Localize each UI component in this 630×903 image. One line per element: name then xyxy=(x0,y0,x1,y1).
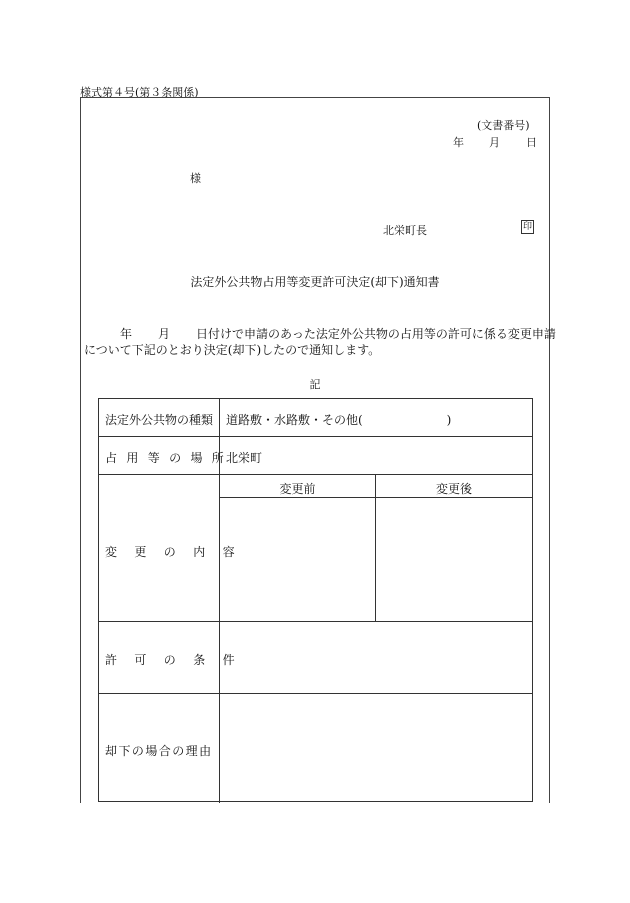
date-month: 月 xyxy=(489,136,500,149)
location-label: 占用等の場所 xyxy=(105,451,234,465)
mayor-title: 北栄町長 xyxy=(383,224,427,237)
body-text: 日付けで申請のあった法定外公共物の占用等の許可に係る変更申請 xyxy=(196,327,556,341)
condition-label: 許可の条件 xyxy=(105,653,253,667)
document-number: (文書番号) xyxy=(477,119,530,132)
body-line-2: について下記のとおり決定(却下)したので通知します。 xyxy=(84,343,381,357)
date-day: 日 xyxy=(526,136,537,149)
addressee-suffix: 様 xyxy=(190,172,201,185)
table-row-divider xyxy=(99,436,532,437)
body-year: 年 xyxy=(120,327,133,341)
table-row-divider xyxy=(99,693,532,694)
table-bottom-border xyxy=(99,801,532,802)
body-month: 月 xyxy=(158,327,171,341)
document-title: 法定外公共物占用等変更許可決定(却下)通知書 xyxy=(190,275,440,289)
change-before-header: 変更前 xyxy=(279,482,316,496)
table-row-divider xyxy=(99,474,532,475)
seal-mark: 印 xyxy=(522,222,532,232)
location-value: 北栄町 xyxy=(226,451,263,465)
type-value: 道路敷・水路敷・その他( ) xyxy=(226,413,452,427)
type-label: 法定外公共物の種類 xyxy=(105,413,214,427)
table-row-divider xyxy=(99,621,532,622)
date-year: 年 xyxy=(453,136,464,149)
main-table xyxy=(98,398,533,802)
form-number: 様式第４号(第３条関係) xyxy=(80,86,199,99)
change-after-header: 変更後 xyxy=(435,482,472,496)
change-label: 変更の内容 xyxy=(105,545,253,559)
note-heading: 記 xyxy=(309,378,321,391)
reject-reason-label: 却下の場合の理由 xyxy=(105,744,213,758)
